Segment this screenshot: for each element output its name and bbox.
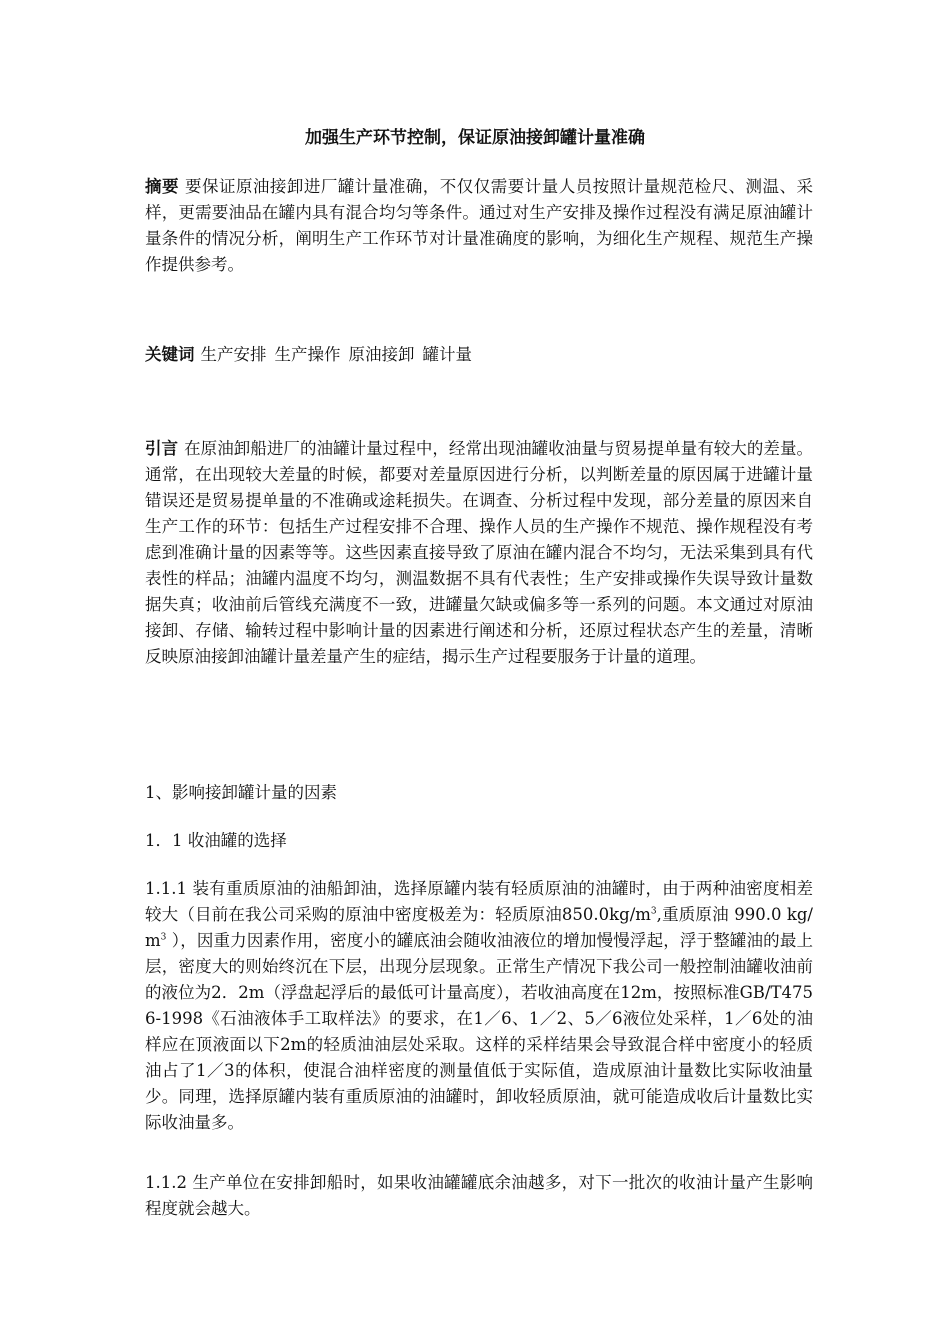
p111-text-c: ），因重力因素作用，密度小的罐底油会随收油液位的增加慢慢浮起，浮于整罐油的最上层，密度大的则始终沉在下层，出现分层现象。正常生产情况下我公司一般控制油罐收油前的液位为2．2m（浮盘起浮后的最低可计量高度），若收油高度在12m，按照标准GB/T4756-1998《石油液体手工取样法》的要求，在1／6、1／2、5／6液位处采样，1／6处的油样应在顶液面以下2m的轻质油油层处采取。这样的采样结果会导致混合样中密度小的轻质油占了1／3的体积，使混合油样密度的测量值低于实际值，造成原油计量数比实际收油量少。同理，选择原罐内装有重质原油的油罐时，卸收轻质原油，就可能造成收后计量数比实际收油量多。 (145, 931, 813, 1132)
section-heading: 1、影响接卸罐计量的因素 (145, 783, 337, 802)
abstract-text: 要保证原油接卸进厂罐计量准确，不仅仅需要计量人员按照计量规范检尺、测温、采样，更需要油品在罐内具有混合均匀等条件。通过对生产安排及操作过程没有满足原油罐计量条件的情况分析，阐明生产工作环节对计量准确度的影响，为细化生产规程、规范生产操作提供参考。 (145, 177, 814, 274)
p111-text-b: ,重质原油 990.0 kg/m (145, 905, 813, 950)
abstract-paragraph (145, 174, 813, 278)
keyword-item: 生产操作 (274, 345, 341, 364)
keywords-paragraph (145, 342, 813, 368)
page-title: 加强生产环节控制，保证原油接卸罐计量准确 (305, 128, 645, 148)
abstract-label: 摘要 (145, 177, 179, 196)
intro-text: 在原油卸船进厂的油罐计量过程中，经常出现油罐收油量与贸易提单量有较大的差量。通常，在出现较大差量的时候，都要对差量原因进行分析，以判断差量的原因属于进罐计量错误还是贸易提单量的不准确或途耗损失。在调查、分析过程中发现，部分差量的原因来自生产工作的环节：包括生产过程安排不合理、操作人员的生产操作不规范、操作规程没有考虑到准确计量的因素等等。这些因素直接导致了原油在罐内混合不均匀，无法采集到具有代表性的样品；油罐内温度不均匀，测温数据不具有代表性；生产安排或操作失误导致计量数据失真；收油前后管线充满度不一致，进罐量欠缺或偏多等一系列的问题。本文通过对原油接卸、存储、输转过程中影响计量的因素进行阐述和分析，还原过程状态产生的差量，清晰反映原油接卸油罐计量差量产生的症结，揭示生产过程要服务于计量的道理。 (145, 439, 814, 666)
keyword-item: 原油接卸 (348, 345, 415, 364)
p111-text-a: 1.1.1 装有重质原油的油船卸油，选择原罐内装有轻质原油的油罐时，由于两种油密度相差较大（目前在我公司采购的原油中密度极差为：轻质原油850.0kg/m (145, 879, 813, 924)
intro-label: 引言 (145, 439, 179, 458)
subsection-heading: 1．1 收油罐的选择 (145, 831, 287, 850)
paragraph-1-1-1 (145, 876, 813, 1136)
paragraph-1-1-2: 1.1.2 生产单位在安排卸船时，如果收油罐罐底余油越多，对下一批次的收油计量产生影响程度就会越大。 (145, 1173, 813, 1218)
unit-superscript: 3 (650, 906, 657, 917)
keywords-label: 关键词 (145, 345, 195, 364)
intro-paragraph (145, 436, 813, 670)
unit-superscript: 3 (160, 932, 167, 943)
keyword-item: 罐计量 (422, 345, 472, 364)
keyword-item: 生产安排 (200, 345, 267, 364)
